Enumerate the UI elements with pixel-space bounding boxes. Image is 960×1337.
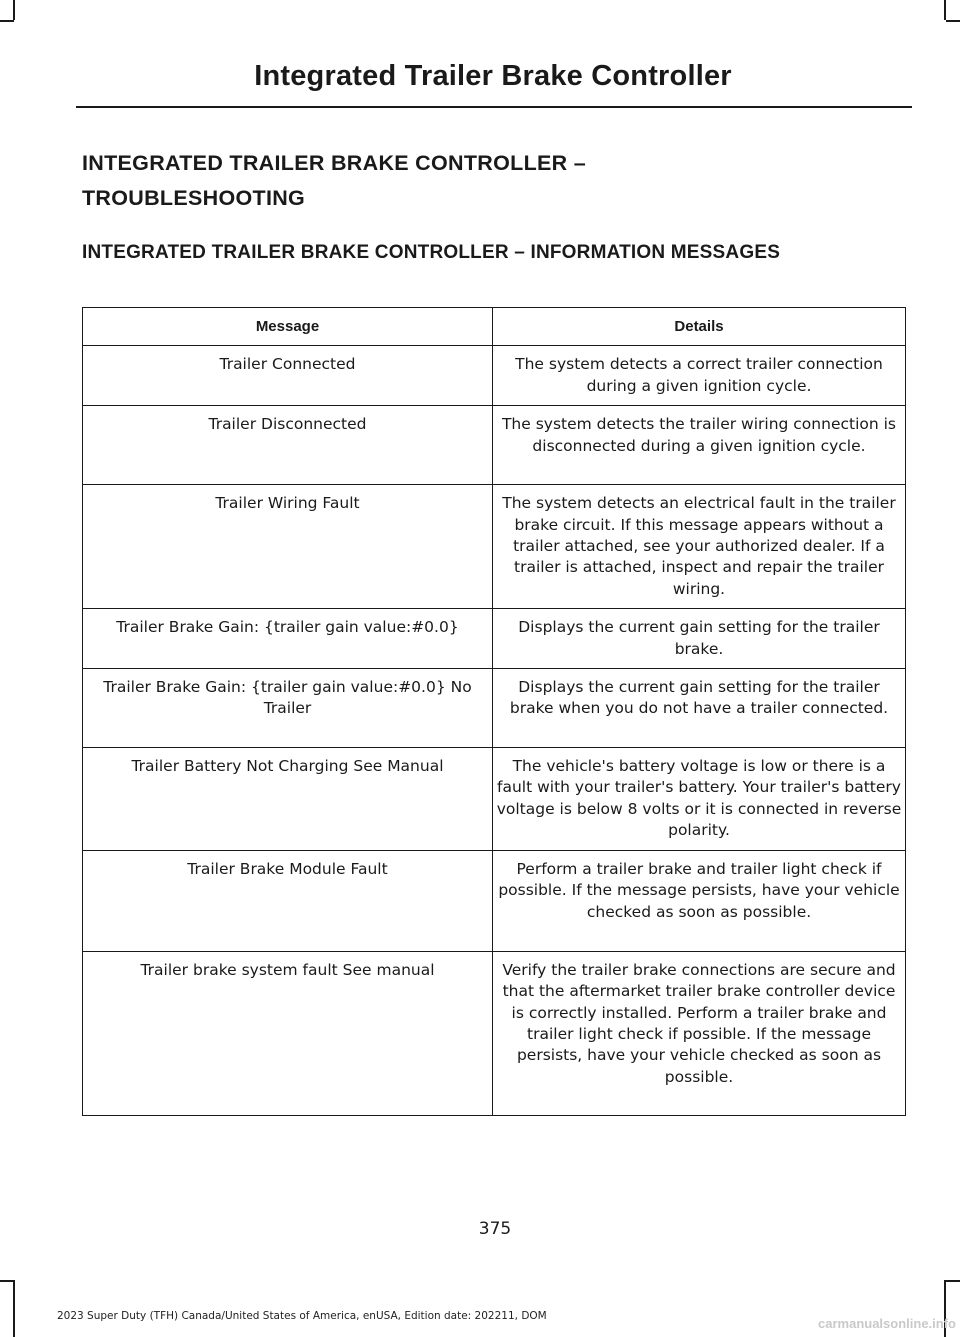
running-header: Integrated Trailer Brake Controller xyxy=(254,60,732,92)
table-row xyxy=(83,850,906,951)
message-cell: Trailer Brake Gain: {trailer gain value:#0.0} xyxy=(83,609,493,669)
message-cell: Trailer Wiring Fault xyxy=(83,485,493,609)
edition-footer: 2023 Super Duty (TFH) Canada/United States of America, enUSA, Edition date: 202211, DOM xyxy=(57,1310,547,1322)
table-row xyxy=(83,485,906,609)
crop-mark xyxy=(946,20,960,22)
details-cell: The system detects the trailer wiring connection is disconnected during a given ignition cycle. xyxy=(493,406,906,485)
table-row xyxy=(83,346,906,406)
crop-mark xyxy=(13,1280,15,1337)
table-header-row xyxy=(83,308,906,346)
header-divider xyxy=(76,106,912,108)
details-cell: The vehicle's battery voltage is low or there is a fault with your trailer's battery. Your trailer's battery voltage is below 8 volts or it is connected in reverse polarity. xyxy=(493,748,906,851)
table-row xyxy=(83,748,906,851)
crop-mark xyxy=(13,0,15,20)
watermark: carmanualsonline.info xyxy=(818,1316,956,1331)
details-cell: The system detects a correct trailer connection during a given ignition cycle. xyxy=(493,346,906,406)
column-header-message: Message xyxy=(83,308,493,346)
subsection-title: INTEGRATED TRAILER BRAKE CONTROLLER – INFORMATION MESSAGES xyxy=(82,242,781,263)
details-cell: Verify the trailer brake connections are secure and that the aftermarket trailer brake controller device is correctly installed. Perform a trailer brake and trailer light check if possible. If the message persists, have your vehicle checked as soon as possible. xyxy=(493,951,906,1115)
crop-mark xyxy=(944,0,946,20)
column-header-details: Details xyxy=(493,308,906,346)
details-cell: Displays the current gain setting for the trailer brake. xyxy=(493,609,906,669)
table-row xyxy=(83,609,906,669)
message-cell: Trailer Brake Module Fault xyxy=(83,850,493,951)
section-title xyxy=(82,146,902,216)
message-cell: Trailer Disconnected xyxy=(83,406,493,485)
message-cell: Trailer Brake Gain: {trailer gain value:#0.0} No Trailer xyxy=(83,669,493,748)
section-title-line-1: INTEGRATED TRAILER BRAKE CONTROLLER – xyxy=(82,151,587,175)
table-row xyxy=(83,951,906,1115)
details-cell: Perform a trailer brake and trailer light check if possible. If the message persists, have your vehicle checked as soon as possible. xyxy=(493,850,906,951)
information-messages-table xyxy=(82,307,906,1116)
page-number: 375 xyxy=(478,1219,512,1239)
message-cell: Trailer brake system fault See manual xyxy=(83,951,493,1115)
details-cell: The system detects an electrical fault in the trailer brake circuit. If this message appears without a trailer attached, see your authorized dealer. If a trailer is attached, inspect and repair the trailer wiring. xyxy=(493,485,906,609)
crop-mark xyxy=(946,1280,960,1282)
crop-mark xyxy=(0,1280,14,1282)
crop-mark xyxy=(0,20,14,22)
details-cell: Displays the current gain setting for the trailer brake when you do not have a trailer connected. xyxy=(493,669,906,748)
table-row xyxy=(83,669,906,748)
message-cell: Trailer Connected xyxy=(83,346,493,406)
message-cell: Trailer Battery Not Charging See Manual xyxy=(83,748,493,851)
section-title-line-2: TROUBLESHOOTING xyxy=(82,186,306,210)
table-row xyxy=(83,406,906,485)
